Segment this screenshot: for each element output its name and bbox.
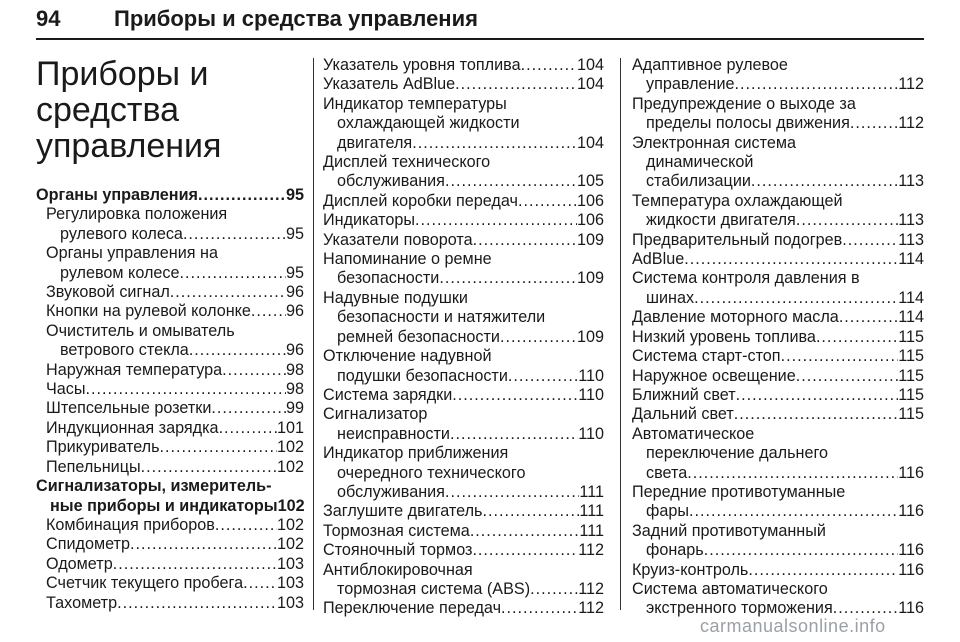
toc-entry-text: Система зарядки xyxy=(323,385,453,404)
toc-entry-text: Наружное освещение xyxy=(632,366,796,385)
toc-entry-text: Напоминание о ремне xyxy=(323,250,492,269)
running-title: Приборы и средства управления xyxy=(114,6,478,31)
dot-leader xyxy=(500,328,577,347)
toc-entry[interactable] xyxy=(632,580,924,619)
toc-entry[interactable] xyxy=(323,405,604,444)
toc-entry[interactable] xyxy=(632,561,924,580)
toc-entry-text: динамической xyxy=(646,153,754,172)
toc-column-1 xyxy=(36,56,304,613)
toc-page-number: 96 xyxy=(285,341,304,360)
toc-page-number: 105 xyxy=(576,172,604,191)
toc-entry-text: Кнопки на рулевой колонке xyxy=(46,302,251,321)
toc-entry-text: Индикаторы xyxy=(323,211,416,230)
toc-entry-text: Дальний свет xyxy=(632,405,734,424)
toc-entry-text: Наружная температура xyxy=(46,360,223,379)
toc-page-number: 106 xyxy=(576,211,604,230)
toc-page-number: 98 xyxy=(285,360,304,379)
toc-entry[interactable] xyxy=(323,541,604,560)
toc-entry[interactable] xyxy=(323,75,604,94)
toc-entry-text: фонарь xyxy=(646,541,704,560)
chapter-title xyxy=(36,56,304,164)
toc-page-number: 101 xyxy=(276,418,304,437)
toc-page-number: 104 xyxy=(576,133,604,152)
toc-page-number: 111 xyxy=(579,521,604,540)
toc-entry-text: Температура охлаждающей xyxy=(632,191,843,210)
toc-page-number: 102 xyxy=(277,496,305,515)
toc-entry[interactable] xyxy=(323,599,604,618)
dot-leader xyxy=(736,386,899,405)
toc-entry[interactable] xyxy=(36,438,304,457)
toc-page-number: 96 xyxy=(285,283,304,302)
toc-page-number: 114 xyxy=(898,308,924,327)
toc-entry-text: Задний противотуманный xyxy=(632,521,826,540)
toc-entry[interactable] xyxy=(36,594,304,613)
toc-entry-text: тормозная система (ABS) xyxy=(337,579,531,598)
dot-leader xyxy=(251,302,286,321)
toc-page-number: 114 xyxy=(898,288,924,307)
toc-entry-text: Тахометр xyxy=(46,593,118,612)
toc-page-number: 103 xyxy=(276,593,304,612)
dot-leader xyxy=(530,580,578,599)
dot-leader xyxy=(215,516,277,535)
toc-entry-text: Предупреждение о выходе за xyxy=(632,94,856,113)
toc-page-number: 96 xyxy=(285,302,304,321)
toc-entry-text: неисправности xyxy=(337,424,450,443)
dot-leader xyxy=(748,561,898,580)
toc-column-2 xyxy=(323,56,604,619)
toc-page-number: 115 xyxy=(898,347,924,366)
toc-entry[interactable] xyxy=(323,56,604,75)
toc-entry-text: Индукционная зарядка xyxy=(46,418,219,437)
toc-entry[interactable] xyxy=(36,186,304,205)
toc-page-number: 110 xyxy=(578,385,604,404)
toc-entry-text: Переключение передач xyxy=(323,599,501,618)
toc-entry-text: Часы xyxy=(46,380,86,399)
dot-leader xyxy=(684,250,898,269)
toc-entry[interactable] xyxy=(36,516,304,535)
toc-entry[interactable] xyxy=(632,347,924,366)
toc-entry[interactable] xyxy=(323,211,604,230)
toc-entry[interactable] xyxy=(323,231,604,250)
dot-leader xyxy=(704,541,898,560)
toc-page-number: 98 xyxy=(285,380,304,399)
toc-entry-text: пределы полосы движения xyxy=(646,114,850,133)
toc-entry-text: Спидометр xyxy=(46,535,130,554)
watermark: carmanualsonline.info xyxy=(700,616,886,636)
toc-entry[interactable] xyxy=(323,386,604,405)
toc-entry-text: Низкий уровень топлива xyxy=(632,327,816,346)
toc-entry[interactable] xyxy=(632,522,924,561)
toc-entry-text: Система контроля давления в xyxy=(632,269,860,288)
toc-entry[interactable] xyxy=(36,574,304,593)
dot-leader xyxy=(183,225,286,244)
toc-entry[interactable] xyxy=(632,405,924,424)
toc-entry-text: Дисплей коробки передач xyxy=(323,191,518,210)
dot-leader xyxy=(211,399,286,418)
toc-entry[interactable] xyxy=(632,367,924,386)
column-divider xyxy=(620,58,621,610)
toc-entry[interactable] xyxy=(632,134,924,192)
toc-page-number: 113 xyxy=(898,172,924,191)
dot-leader xyxy=(687,464,898,483)
toc-entry-text: Индикатор температуры xyxy=(323,94,507,113)
toc-entry-text: Адаптивное рулевое xyxy=(632,56,788,74)
toc-entry[interactable] xyxy=(323,444,604,502)
toc-page-number: 115 xyxy=(898,385,924,404)
toc-entry[interactable] xyxy=(323,347,604,386)
toc-entry-text: Ближний свет xyxy=(632,385,736,404)
dot-leader xyxy=(219,419,277,438)
toc-entry-text: экстренного торможения xyxy=(646,599,833,618)
chapter-title-line: управления xyxy=(36,127,222,165)
dot-leader xyxy=(781,347,899,366)
toc-page-number: 111 xyxy=(579,482,604,501)
toc-entry[interactable] xyxy=(632,95,924,134)
toc-entry[interactable] xyxy=(36,244,304,283)
toc-entry[interactable] xyxy=(632,192,924,231)
toc-page-number: 112 xyxy=(578,541,604,560)
dot-leader xyxy=(473,231,577,250)
toc-entry-text: Указатель уровня топлива xyxy=(323,56,521,74)
dot-leader xyxy=(842,231,898,250)
toc-page-number: 116 xyxy=(898,541,924,560)
toc-entry-text: стабилизации xyxy=(646,172,751,191)
toc-entry-text: Круиз-контроль xyxy=(632,560,749,579)
toc-entry[interactable] xyxy=(323,289,604,347)
toc-page-number: 111 xyxy=(579,502,604,521)
toc-page-number: 95 xyxy=(285,224,304,243)
toc-entry-text: Стояночный тормоз xyxy=(323,541,473,560)
toc-entry[interactable] xyxy=(36,477,304,516)
toc-page-number: 110 xyxy=(578,366,604,385)
dot-leader xyxy=(130,535,277,554)
toc-entry-text: Антиблокировочная xyxy=(323,560,473,579)
dot-leader xyxy=(694,289,898,308)
dot-leader xyxy=(445,483,579,502)
toc-list xyxy=(36,186,304,613)
toc-entry[interactable] xyxy=(36,419,304,438)
toc-entry-text: Счетчик текущего пробега xyxy=(46,574,244,593)
dot-leader xyxy=(198,186,286,205)
toc-entry[interactable] xyxy=(36,399,304,418)
toc-entry-text: рулевого колеса xyxy=(60,224,183,243)
toc-page-number: 116 xyxy=(898,560,924,579)
toc-entry-text: управление xyxy=(646,75,735,94)
toc-entry-text: Комбинация приборов xyxy=(46,515,215,534)
dot-leader xyxy=(472,541,578,560)
toc-entry[interactable] xyxy=(632,269,924,308)
toc-entry[interactable] xyxy=(36,458,304,477)
toc-page-number: 102 xyxy=(276,438,304,457)
toc-entry-text: жидкости двигателя xyxy=(646,211,796,230)
toc-page-number: 104 xyxy=(576,75,604,94)
toc-entry-text: двигателя xyxy=(337,133,413,152)
toc-entry[interactable] xyxy=(323,561,604,600)
toc-entry-text: Пепельницы xyxy=(46,457,141,476)
toc-entry-text: Система старт-стоп xyxy=(632,347,781,366)
toc-entry[interactable] xyxy=(323,95,604,153)
toc-entry-text: Заглушите двигатель xyxy=(323,502,483,521)
toc-page-number: 102 xyxy=(276,515,304,534)
toc-page-number: 113 xyxy=(898,230,924,249)
toc-entry[interactable] xyxy=(323,502,604,521)
toc-entry-text: Указатели поворота xyxy=(323,230,473,249)
dot-leader xyxy=(222,361,286,380)
toc-entry[interactable] xyxy=(632,425,924,483)
toc-entry-text: рулевом колесе xyxy=(60,263,180,282)
dot-leader xyxy=(170,283,286,302)
toc-list xyxy=(323,56,604,619)
toc-page-number: 112 xyxy=(898,75,924,94)
toc-entry-text: Отключение надувной xyxy=(323,347,492,366)
toc-page-number: 114 xyxy=(898,250,924,269)
dot-leader xyxy=(751,172,898,191)
toc-entry-text: света xyxy=(646,463,688,482)
toc-entry[interactable] xyxy=(36,555,304,574)
toc-entry-text: охлаждающей жидкости xyxy=(337,114,520,133)
dot-leader xyxy=(445,172,577,191)
toc-entry-text: Электронная система xyxy=(632,133,796,152)
toc-page-number: 115 xyxy=(898,327,924,346)
dot-leader xyxy=(816,328,898,347)
toc-entry-text: AdBlue xyxy=(632,250,685,269)
dot-leader xyxy=(412,134,577,153)
page-header xyxy=(36,4,924,40)
toc-page-number: 112 xyxy=(578,579,604,598)
dot-leader xyxy=(521,56,577,75)
toc-page-number: 104 xyxy=(576,56,604,74)
toc-entry-text: Одометр xyxy=(46,554,113,573)
toc-entry-text: ные приборы и индикаторы xyxy=(50,496,278,515)
chapter-title-line: средства xyxy=(36,91,180,129)
toc-page-number: 102 xyxy=(276,457,304,476)
toc-entry-text: ветрового стекла xyxy=(60,341,189,360)
chapter-title-line: Приборы и xyxy=(36,55,209,93)
dot-leader xyxy=(850,114,898,133)
toc-entry-text: Дисплей технического xyxy=(323,153,491,172)
toc-entry-text: фары xyxy=(646,502,689,521)
toc-entry-text: Органы управления на xyxy=(46,244,218,263)
dot-leader xyxy=(734,405,898,424)
dot-leader xyxy=(796,367,898,386)
page-number: 94 xyxy=(36,6,61,31)
toc-entry[interactable] xyxy=(632,386,924,405)
dot-leader xyxy=(243,574,277,593)
toc-entry-text: Органы управления xyxy=(36,186,198,204)
dot-leader xyxy=(86,380,286,399)
toc-page-number: 109 xyxy=(576,327,604,346)
toc-entry-text: очередного технического xyxy=(337,463,526,482)
dot-leader xyxy=(455,75,577,94)
dot-leader xyxy=(689,502,898,521)
toc-entry-text: Давление моторного масла xyxy=(632,308,839,327)
toc-entry[interactable] xyxy=(36,361,304,380)
toc-page-number: 112 xyxy=(578,599,604,618)
toc-page-number: 113 xyxy=(898,211,924,230)
toc-entry[interactable] xyxy=(323,153,604,192)
dot-leader xyxy=(796,211,898,230)
toc-entry[interactable] xyxy=(36,302,304,321)
toc-column-3 xyxy=(632,56,924,619)
dot-leader xyxy=(501,599,578,618)
toc-entry-text: подушки безопасности xyxy=(337,366,508,385)
toc-entry-text: Система автоматического xyxy=(632,579,828,598)
toc-entry[interactable] xyxy=(632,483,924,522)
toc-entry-text: Автоматическое xyxy=(632,424,755,443)
toc-page-number: 95 xyxy=(285,263,304,282)
toc-page-number: 99 xyxy=(285,399,304,418)
toc-page-number: 106 xyxy=(576,191,604,210)
toc-entry-text: переключение дальнего xyxy=(646,444,829,463)
toc-entry[interactable] xyxy=(632,250,924,269)
dot-leader xyxy=(483,502,580,521)
dot-leader xyxy=(180,264,286,283)
column-divider xyxy=(313,58,314,610)
toc-entry-text: Прикуриватель xyxy=(46,438,160,457)
dot-leader xyxy=(470,522,580,541)
toc-list xyxy=(632,56,924,619)
dot-leader xyxy=(141,458,277,477)
toc-entry-text: Индикатор приближения xyxy=(323,444,509,463)
toc-entry[interactable] xyxy=(632,56,924,95)
toc-entry-text: Регулировка положения xyxy=(46,205,228,224)
toc-entry[interactable] xyxy=(632,231,924,250)
dot-leader xyxy=(450,425,578,444)
toc-entry-text: Сигнализатор xyxy=(323,405,428,424)
toc-entry[interactable] xyxy=(36,380,304,399)
toc-page-number: 112 xyxy=(898,114,924,133)
toc-page-number: 115 xyxy=(898,366,924,385)
dot-leader xyxy=(508,367,578,386)
toc-page-number: 116 xyxy=(898,502,924,521)
toc-entry[interactable] xyxy=(632,328,924,347)
toc-page-number: 95 xyxy=(285,186,304,204)
toc-page-number: 116 xyxy=(898,463,924,482)
toc-entry[interactable] xyxy=(323,522,604,541)
dot-leader xyxy=(160,438,277,457)
toc-entry-text: обслуживания xyxy=(337,172,445,191)
toc-entry-text: Штепсельные розетки xyxy=(46,399,212,418)
toc-entry-text: Сигнализаторы, измеритель- xyxy=(36,477,272,496)
dot-leader xyxy=(117,594,277,613)
toc-entry-text: Предварительный подогрев xyxy=(632,230,843,249)
dot-leader xyxy=(452,386,578,405)
toc-page-number: 103 xyxy=(276,554,304,573)
toc-entry-text: безопасности и натяжители xyxy=(337,308,546,327)
toc-page-number: 110 xyxy=(578,424,604,443)
toc-page-number: 102 xyxy=(276,535,304,554)
toc-entry-text: ремней безопасности xyxy=(337,327,500,346)
dot-leader xyxy=(735,75,899,94)
toc-page-number: 116 xyxy=(898,599,924,618)
toc-entry-text: безопасности xyxy=(337,269,440,288)
toc-entry[interactable] xyxy=(323,192,604,211)
toc-page-number: 109 xyxy=(576,269,604,288)
toc-entry[interactable] xyxy=(36,205,304,244)
toc-entry-text: Тормозная система xyxy=(323,521,470,540)
toc-entry-text: Передние противотуманные xyxy=(632,482,846,501)
toc-entry-text: обслуживания xyxy=(337,482,445,501)
dot-leader xyxy=(113,555,277,574)
toc-page-number: 115 xyxy=(898,405,924,424)
toc-entry-text: Указатель AdBlue xyxy=(323,75,456,94)
toc-entry[interactable] xyxy=(36,283,304,302)
dot-leader xyxy=(518,192,577,211)
toc-entry[interactable] xyxy=(36,322,304,361)
toc-page-number: 109 xyxy=(576,230,604,249)
dot-leader xyxy=(439,269,577,288)
dot-leader xyxy=(415,211,577,230)
toc-entry-text: Надувные подушки xyxy=(323,288,468,307)
toc-entry-text: Очиститель и омыватель xyxy=(46,321,235,340)
toc-page-number: 103 xyxy=(276,574,304,593)
dot-leader xyxy=(189,341,286,360)
toc-entry[interactable] xyxy=(632,308,924,327)
dot-leader xyxy=(839,308,898,327)
toc-entry[interactable] xyxy=(323,250,604,289)
header-rule xyxy=(36,38,924,40)
toc-entry[interactable] xyxy=(36,535,304,554)
toc-entry-text: Звуковой сигнал xyxy=(46,283,170,302)
toc-entry-text: шинах xyxy=(646,288,695,307)
